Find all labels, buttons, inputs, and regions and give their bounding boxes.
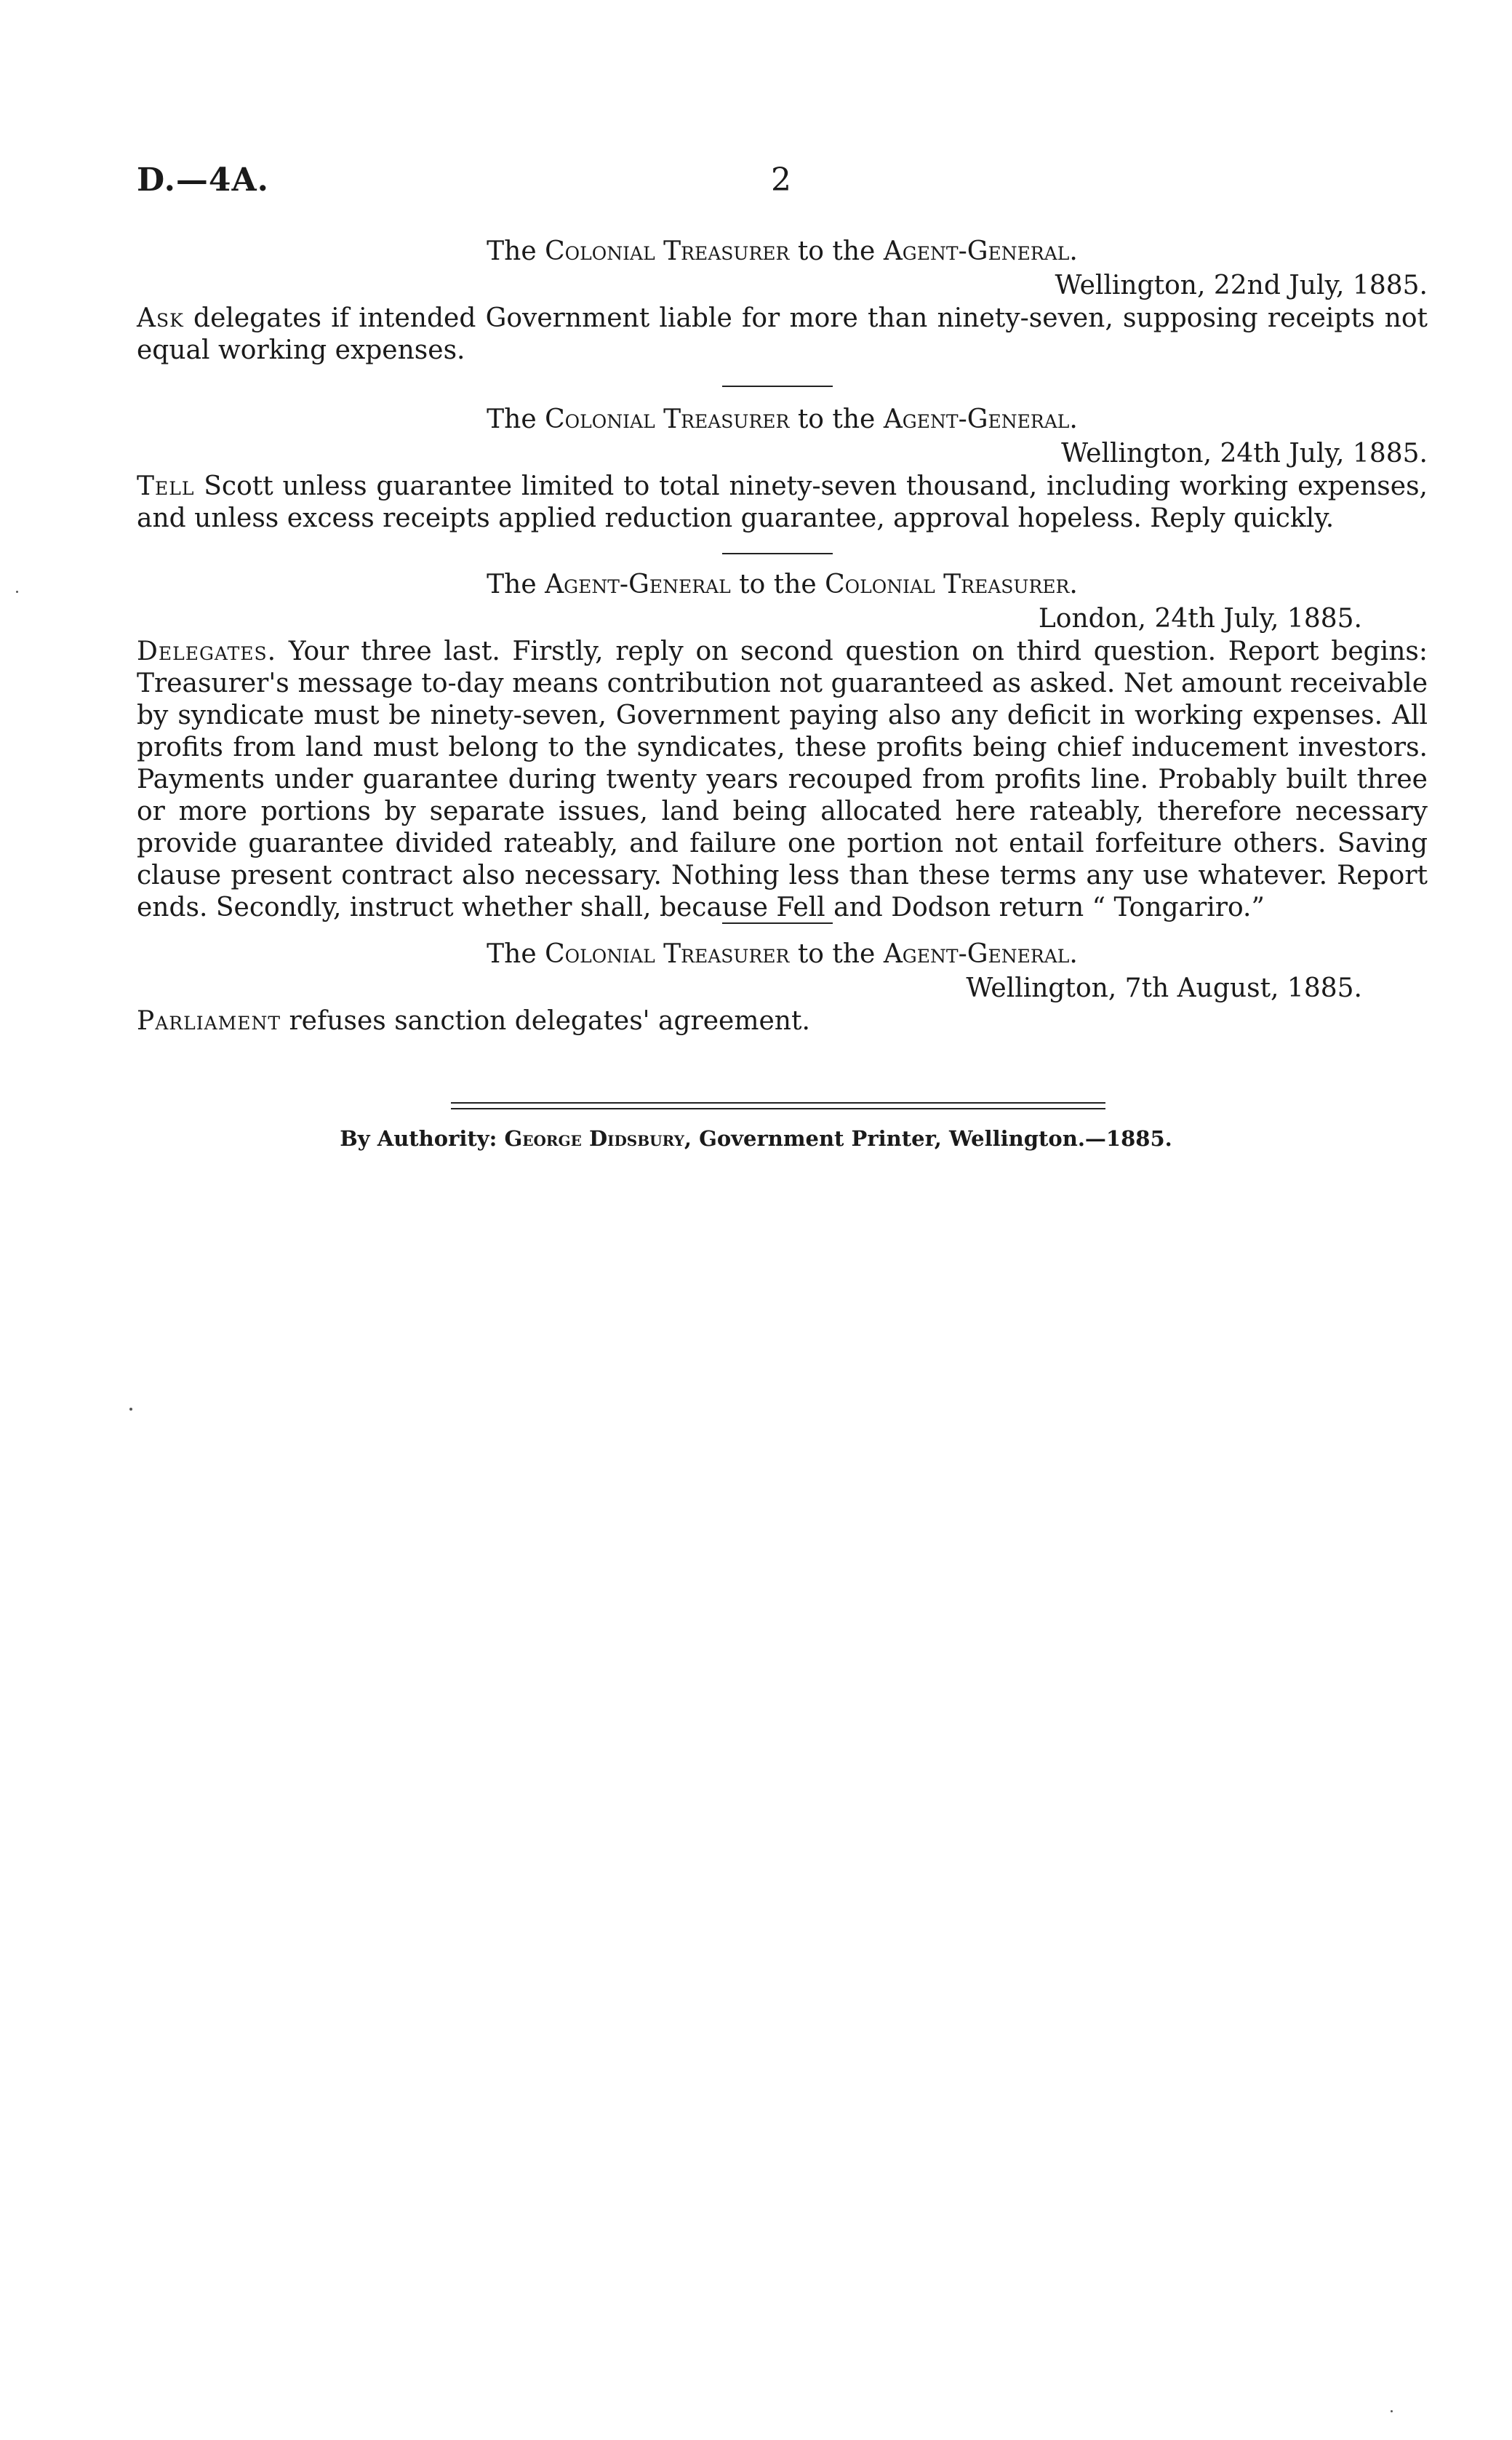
message-body: Ask delegates if intended Government liable for more than ninety-seven, supposing receipts not equal working expenses.	[137, 303, 1428, 365]
scan-speck	[1391, 2410, 1393, 2412]
section-divider	[722, 553, 833, 554]
page-number: 2	[771, 162, 791, 199]
section-divider	[722, 922, 833, 924]
message-dateline: Wellington, 7th August, 1885.	[966, 973, 1362, 1003]
telegram-message	[137, 567, 1428, 924]
message-lead-word: Ask	[137, 303, 184, 333]
message-lead-word: Parliament	[137, 1006, 281, 1036]
footer-rule-top	[451, 1102, 1105, 1104]
imprint-details: , Government Printer, Wellington.—1885.	[684, 1126, 1172, 1151]
telegram-message	[137, 234, 1428, 367]
message-dateline: London, 24th July, 1885.	[1038, 604, 1362, 634]
message-dateline: Wellington, 22nd July, 1885.	[1055, 271, 1428, 300]
telegram-message	[137, 937, 1428, 1037]
message-body: Parliament refuses sanction delegates' agreement.	[137, 1006, 810, 1036]
recipient: Colonial Treasurer	[825, 570, 1070, 599]
recipient: Agent-General	[883, 939, 1070, 969]
sender: Colonial Treasurer	[545, 939, 790, 969]
sender: Colonial Treasurer	[545, 236, 790, 266]
recipient: Agent-General	[883, 404, 1070, 434]
message-heading: The Agent-General to the Colonial Treasurer.	[487, 570, 1078, 599]
section-divider	[722, 386, 833, 387]
telegram-message	[137, 402, 1428, 535]
sender: Agent-General	[545, 570, 731, 599]
message-dateline: Wellington, 24th July, 1885.	[1061, 439, 1428, 469]
message-body: Delegates. Your three last. Firstly, reply on second question on third question. Report begins: Treasurer's message to-day means contribution not guaranteed as asked. Net amount receivable by syndicate must be ninety-seven, Government paying also any deficit in working expenses. All profits from land must belong to the syndicates, these profits being chief inducement investors. Payments under guarantee during twenty years recouped from profits line. Probably built three or more portions by separate issues, land being allocated here rateably, therefore necessary provide guarantee divided rateably, and failure one portion not entail forfeiture others. Saving clause present contract also necessary. Nothing less than these terms any use whatever. Report ends. Secondly, instruct whether shall, because Fell and Dodson return “ Tongariro.”	[137, 637, 1428, 922]
scan-speck	[16, 591, 18, 593]
footer-rule-bottom	[451, 1108, 1105, 1109]
message-heading: The Colonial Treasurer to the Agent-General.	[487, 939, 1078, 969]
message-heading: The Colonial Treasurer to the Agent-General.	[487, 404, 1078, 434]
imprint-printer: George Didsbury	[504, 1126, 684, 1151]
recipient: Agent-General	[883, 236, 1070, 266]
document-reference: D.—4A.	[137, 162, 269, 199]
sender: Colonial Treasurer	[545, 404, 790, 434]
message-body: Tell Scott unless guarantee limited to total ninety-seven thousand, including working expenses, and unless excess receipts applied reduction guarantee, approval hopeless. Reply quickly.	[137, 471, 1428, 533]
scan-speck	[129, 1408, 132, 1411]
message-heading: The Colonial Treasurer to the Agent-General.	[487, 236, 1078, 266]
message-lead-word: Tell	[137, 471, 195, 501]
imprint-authority: By Authority:	[340, 1126, 497, 1151]
printer-imprint	[0, 1126, 1512, 1151]
message-lead-word: Delegates.	[137, 637, 277, 666]
